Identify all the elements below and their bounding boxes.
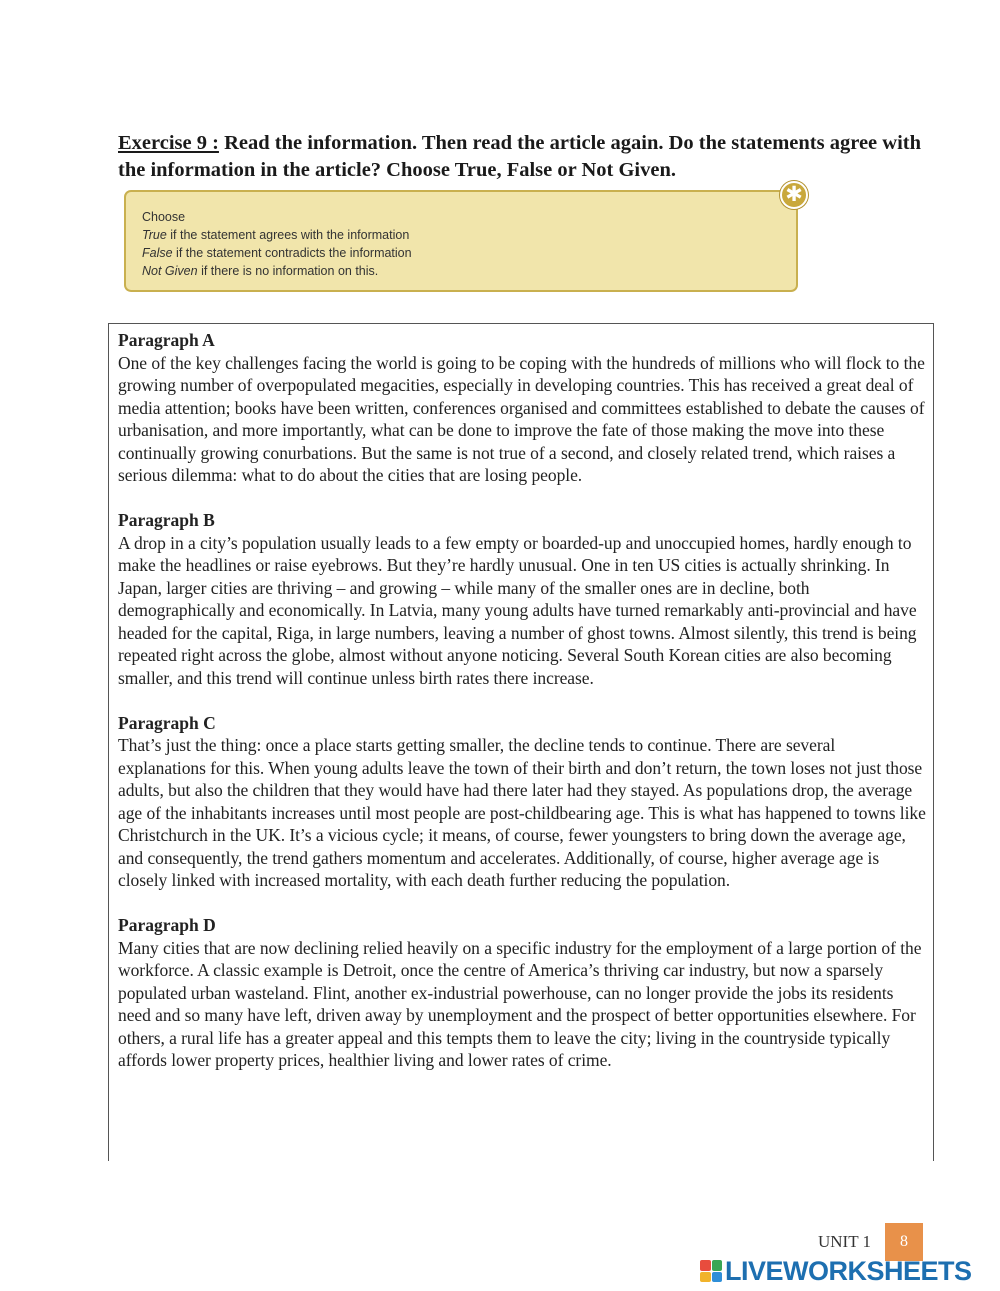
exercise-instruction: Read the information. Then read the article again. Do the statements agree with the information in the article? Choose True, False or Not Given. [118,132,921,181]
paragraph-text: A drop in a city’s population usually leads to a few empty or boarded-up and unoccupied homes, hardly enough to make the headlines or raise eyebrows. But they’re hardly unusual. One in ten US cities is actually shrinking. In Japan, larger cities are thriving – and growing – while many of the smaller ones are in decline, both demographically and economically. In Latvia, many young adults have turned remarkably anti-provincial and have headed for the capital, Riga, in large numbers, leaving a number of ghost towns. Almost silently, this trend is being repeated right across the globe, almost without anyone noticing. Several South Korean cities are also becoming smaller, and this trend will continue unless birth rates there increase. [118,532,917,688]
keyword-false: False [142,246,173,260]
paragraph-title: Paragraph A [118,330,215,350]
paragraph-b [118,509,927,689]
paragraph-d [118,914,927,1072]
liveworksheets-brand: LIVEWORKSHEETS [725,1255,972,1286]
exercise-heading [118,130,938,184]
paragraph-a [118,329,927,487]
paragraph-c [118,712,927,892]
page-number: 8 [885,1223,923,1261]
paragraph-title: Paragraph C [118,712,216,733]
liveworksheets-logo[interactable] [700,1256,972,1286]
article-box [108,323,934,1161]
choose-info-box [124,190,798,292]
unit-label: UNIT 1 [818,1232,872,1251]
paragraph-title: Paragraph B [118,510,215,530]
keyword-not-given: Not Given [142,264,198,278]
paragraph-title: Paragraph D [118,915,216,935]
paragraph-text: That’s just the thing: once a place starts getting smaller, the decline tends to continue. There are several explanations for this. When young adults leave the town of their birth and don’t return, the town loses not just those adults, but also the children that they would have had there later had they stayed. As populations drop, the average age of the inhabitants increases until most people are post-childbearing age. This is what has happened to towns like Christchurch in the UK. It’s a vicious cycle; it means, of course, fewer youngsters to bring down the average age, and consequently, the trend gathers momentum and accelerates. Additionally, of course, higher average age is closely linked with increased mortality, with each death further reducing the population. [118,735,926,890]
exercise-label: Exercise 9 : [118,132,219,154]
paragraph-text: Many cities that are now declining relied heavily on a specific industry for the employment of a large portion of the workforce. A classic example is Detroit, once the centre of America’s thriving car industry, but now a sparsely populated urban wasteland. Flint, another ex-industrial powerhouse, can no longer provide the jobs its residents need and so many have left, driven away by unemployment and the prospect of better opportunities elsewhere. For others, a rural life has a greater appeal and this tempts them to leave the city; living in the countryside typically affords lower property prices, healthier living and lower rates of crime. [118,937,922,1070]
keyword-true: True [142,228,167,242]
liveworksheets-logo-icon [700,1260,722,1282]
choose-line-text: if the statement agrees with the information [166,228,410,242]
star-icon: ✱ [780,181,808,209]
choose-line-text: if there is no information on this. [197,264,379,278]
choose-title: Choose [142,210,186,224]
choose-line-false [142,244,796,262]
paragraph-text: One of the key challenges facing the world is going to be coping with the hundreds of millions who will flock to the growing number of overpopulated megacities, especially in developing countries. This has received a great deal of media attention; books have been written, conferences organised and committees established to debate the causes of urbanisation, and more importantly, what can be done to improve the fate of those making the move into these continually growing conurbations. But the same is not true of a second, and closely related trend, which raises a serious dilemma: what to do about the cities that are losing people. [118,352,925,485]
choose-line-true [142,226,796,244]
choose-line-text: if the statement contradicts the information [172,246,412,260]
choose-line-not-given [142,262,796,280]
